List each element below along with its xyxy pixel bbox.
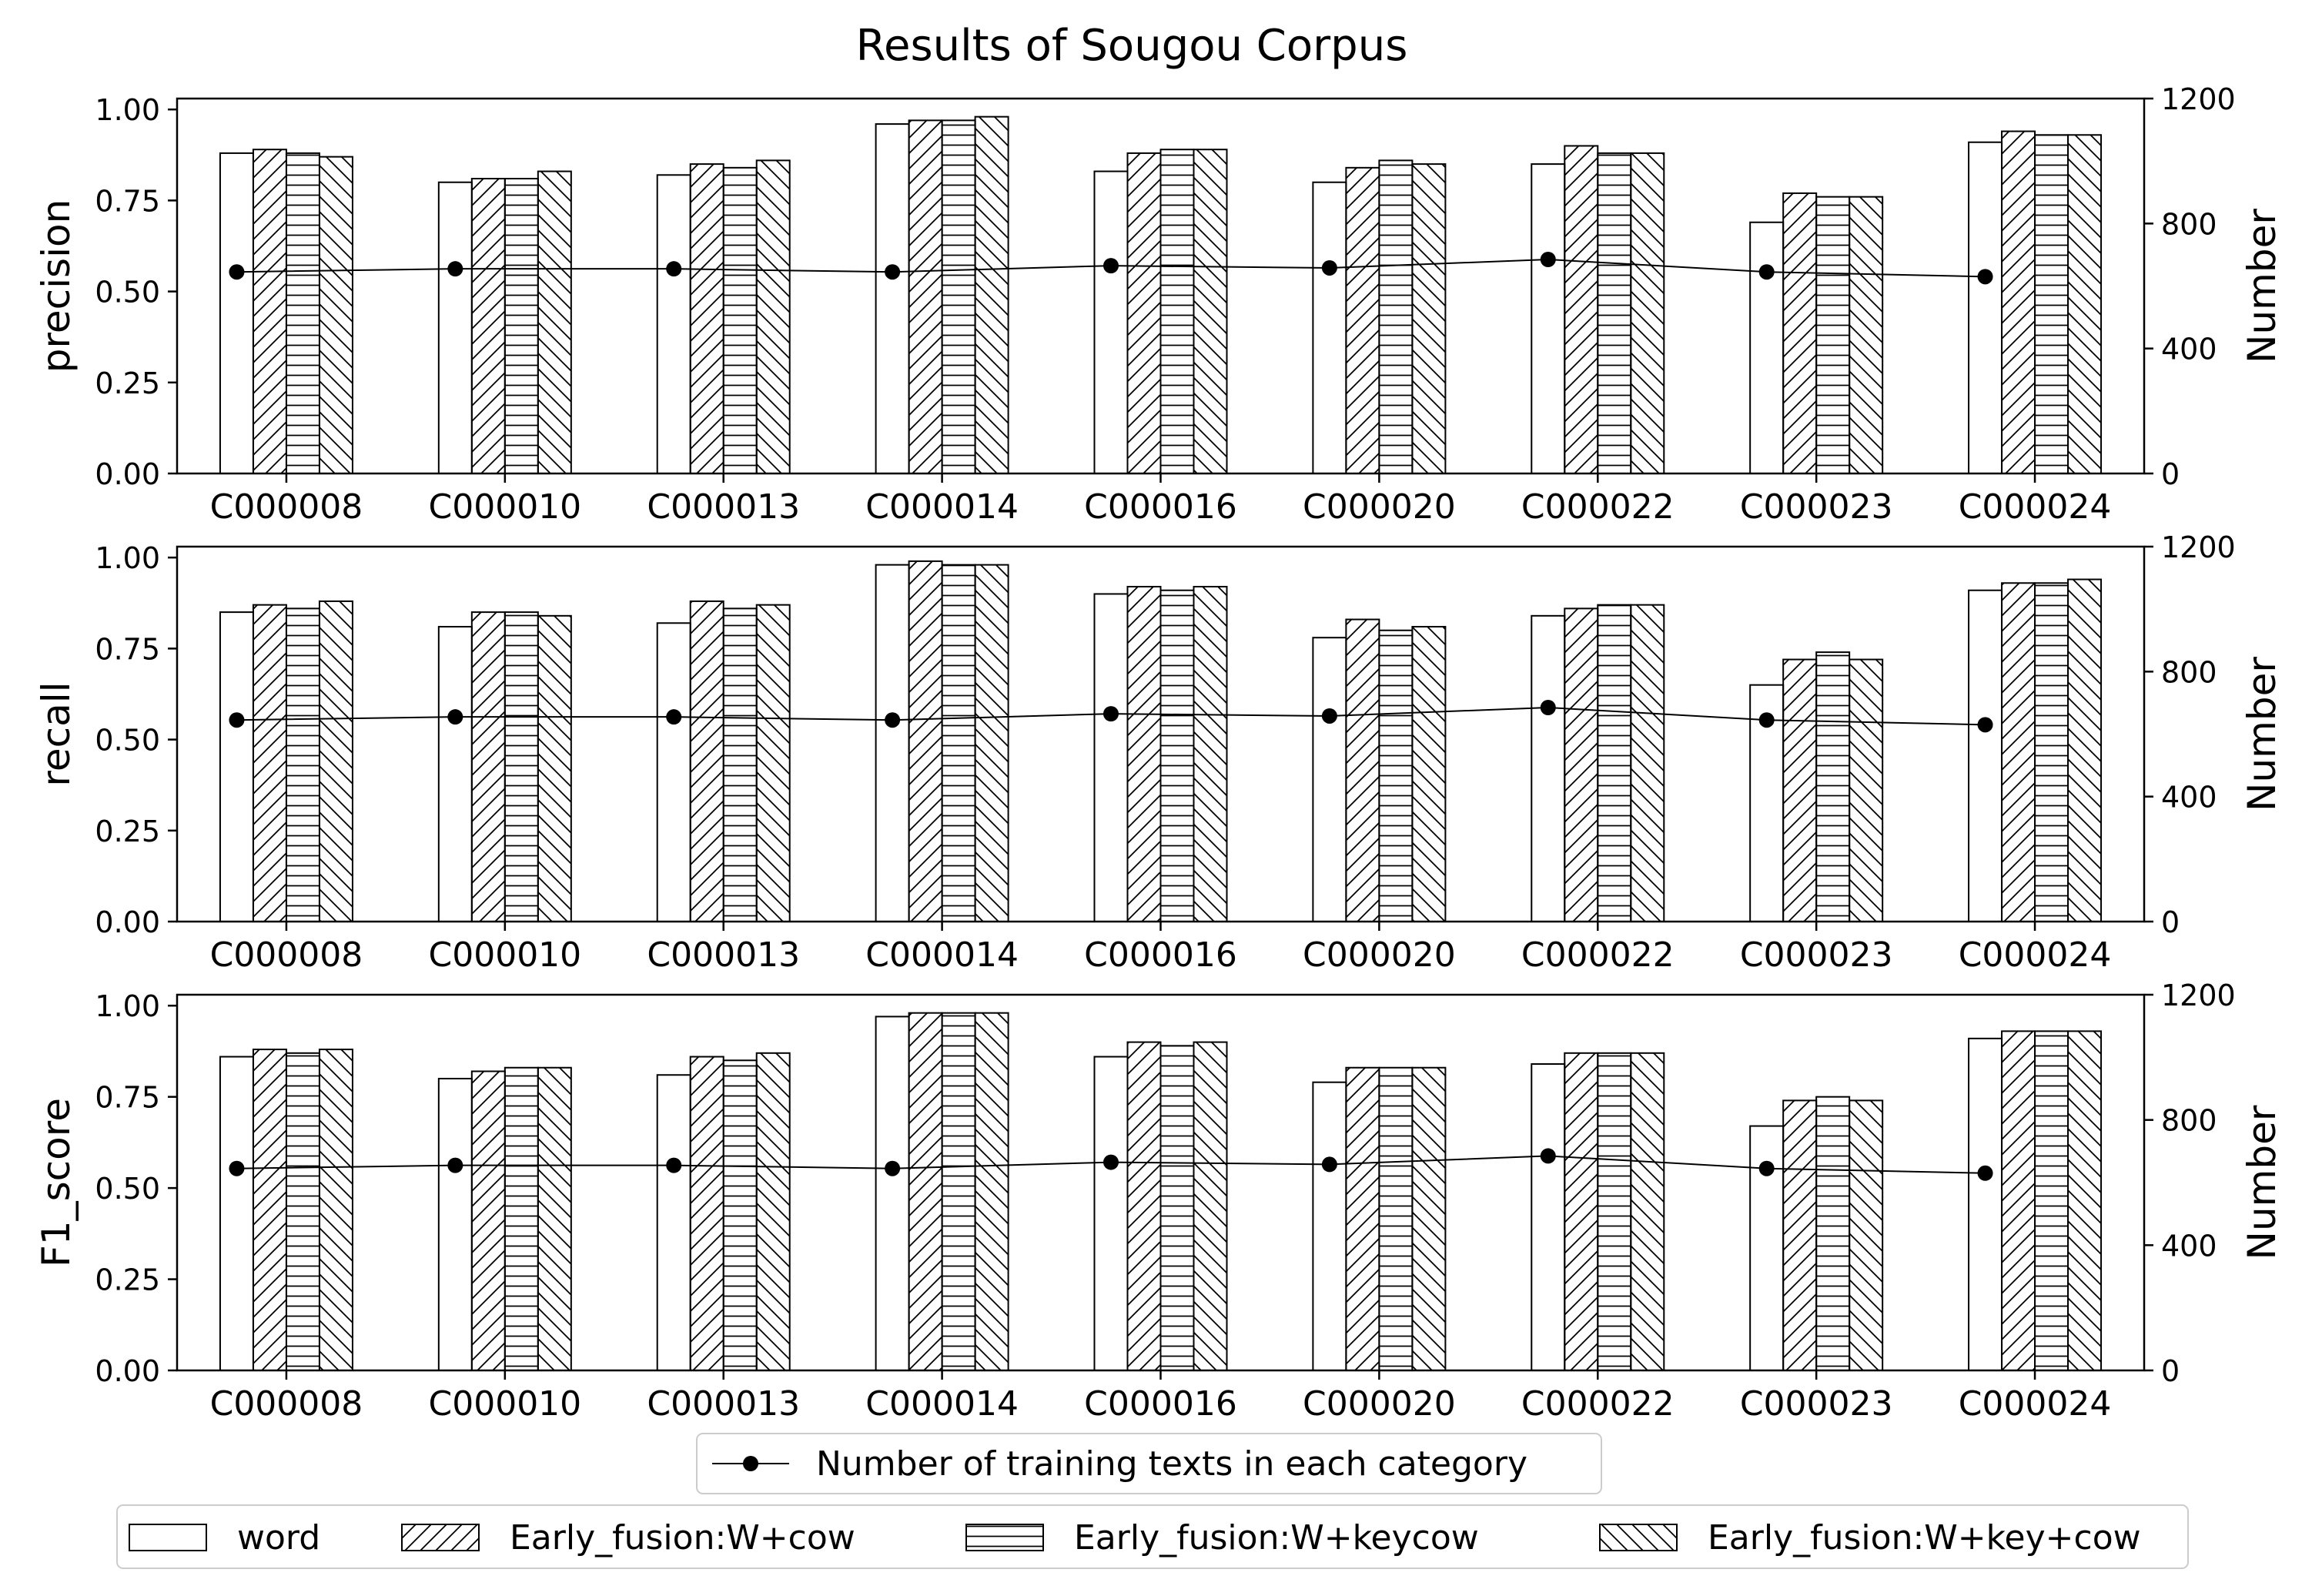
bar-F1_score-C000024-series-2 [2035,1031,2068,1370]
bar-precision-C000024-series-2 [2035,135,2068,473]
bar-precision-C000014-series-3 [975,117,1009,473]
bar-recall-C000014-series-2 [942,565,975,922]
bar-recall-C000013-series-1 [691,601,724,922]
line-point-C000016 [1103,258,1119,273]
bar-precision-C000010-series-3 [538,172,571,473]
x-tick-label-C000013: C000013 [647,487,801,527]
bar-precision-C000016-series-1 [1128,153,1161,473]
x-tick-label-C000024: C000024 [1958,487,2112,527]
panel-recall [34,530,2284,975]
bar-F1_score-C000010-series-3 [538,1068,571,1370]
line-point-C000022 [1541,252,1556,267]
left-tick-label: 1.00 [95,93,160,128]
bar-precision-C000020-series-0 [1313,182,1346,473]
bar-F1_score-C000024-series-3 [2068,1031,2101,1370]
left-tick-label: 0.00 [95,905,160,939]
line-point-C000020 [1322,708,1337,724]
x-tick-label-C000014: C000014 [865,935,1019,975]
bar-precision-C000024-series-1 [2002,132,2035,473]
bar-precision-C000023-series-1 [1783,193,1816,473]
line-point-C000023 [1759,712,1775,728]
legend-line-marker [743,1456,758,1471]
bar-precision-C000010-series-2 [505,179,538,473]
bar-F1_score-C000024-series-1 [2002,1031,2035,1370]
bar-precision-C000013-series-0 [657,175,691,473]
bar-precision-C000014-series-2 [942,120,975,473]
line-point-C000016 [1103,1155,1119,1170]
bar-recall-C000016-series-1 [1128,587,1161,922]
bar-F1_score-C000022-series-3 [1631,1053,1664,1370]
line-point-C000013 [666,261,681,276]
bar-recall-C000013-series-0 [657,623,691,922]
left-tick-label: 0.00 [95,457,160,491]
bar-F1_score-C000010-series-0 [439,1079,472,1370]
x-tick-label-C000024: C000024 [1958,935,2112,975]
line-point-C000008 [229,1161,244,1176]
bar-F1_score-C000010-series-1 [472,1071,505,1370]
bar-F1_score-C000008-series-3 [320,1049,353,1370]
bar-precision-C000020-series-2 [1379,160,1412,473]
bar-recall-C000022-series-0 [1531,616,1564,922]
left-tick-label: 0.25 [95,366,160,400]
y-axis-label-left: F1_score [34,1098,79,1267]
bar-F1_score-C000014-series-2 [942,1013,975,1370]
bar-recall-C000022-series-2 [1598,605,1631,922]
x-tick-label-C000010: C000010 [428,935,582,975]
bar-precision-C000022-series-3 [1631,153,1664,473]
x-tick-label-C000022: C000022 [1521,935,1675,975]
bar-F1_score-C000016-series-0 [1095,1057,1128,1370]
line-point-C000008 [229,712,244,728]
bar-precision-C000008-series-0 [220,153,253,473]
bar-precision-C000008-series-3 [320,157,353,473]
bar-precision-C000024-series-3 [2068,135,2101,473]
bar-F1_score-C000016-series-2 [1161,1046,1194,1370]
bar-recall-C000010-series-2 [505,612,538,922]
bar-recall-C000013-series-3 [757,605,790,922]
line-point-C000013 [666,1158,681,1173]
x-tick-label-C000016: C000016 [1084,935,1237,975]
bar-recall-C000022-series-1 [1564,608,1598,922]
bar-recall-C000023-series-2 [1816,652,1849,922]
right-tick-label: 400 [2161,332,2217,366]
left-tick-label: 0.50 [95,1172,160,1206]
bar-F1_score-C000024-series-0 [1969,1039,2002,1370]
bar-F1_score-C000022-series-2 [1598,1053,1631,1370]
line-point-C000014 [885,264,900,279]
line-point-C000014 [885,712,900,728]
legend-swatch-0 [129,1524,206,1551]
right-tick-label: 0 [2161,905,2180,939]
x-tick-label-C000008: C000008 [209,1384,363,1424]
bar-precision-C000008-series-2 [286,153,320,473]
bar-precision-C000023-series-2 [1816,197,1849,473]
x-tick-label-C000008: C000008 [209,487,363,527]
bar-recall-C000016-series-3 [1194,587,1227,922]
x-tick-label-C000016: C000016 [1084,487,1237,527]
x-tick-label-C000014: C000014 [865,487,1019,527]
left-tick-label: 0.75 [95,632,160,667]
bar-F1_score-C000014-series-3 [975,1013,1009,1370]
bar-recall-C000008-series-3 [320,601,353,922]
x-tick-label-C000014: C000014 [865,1384,1019,1424]
x-tick-label-C000024: C000024 [1958,1384,2112,1424]
right-tick-label: 800 [2161,207,2217,242]
right-tick-label: 0 [2161,1354,2180,1388]
panel-precision [34,82,2284,527]
chart-title: Results of Sougou Corpus [855,21,1408,71]
bar-recall-C000014-series-1 [909,561,942,922]
line-point-C000008 [229,264,244,279]
x-tick-label-C000023: C000023 [1739,1384,1893,1424]
line-point-C000020 [1322,1156,1337,1172]
legend-line-series [697,1434,1601,1494]
bar-recall-C000020-series-3 [1412,627,1445,922]
bar-precision-C000022-series-2 [1598,153,1631,473]
line-point-C000013 [666,709,681,724]
right-tick-label: 800 [2161,1103,2217,1138]
bar-precision-C000020-series-1 [1346,168,1379,473]
bar-recall-C000024-series-2 [2035,583,2068,922]
bar-recall-C000020-series-0 [1313,637,1346,922]
panel-F1_score [34,979,2284,1424]
left-tick-label: 1.00 [95,989,160,1024]
bar-F1_score-C000016-series-1 [1128,1042,1161,1370]
y-axis-label-left: precision [34,199,79,373]
bar-F1_score-C000014-series-0 [876,1016,909,1370]
bar-precision-C000023-series-0 [1750,223,1783,473]
bar-F1_score-C000023-series-2 [1816,1097,1849,1370]
legend-swatch-1 [402,1524,479,1551]
x-tick-label-C000008: C000008 [209,935,363,975]
bar-precision-C000013-series-1 [691,164,724,473]
left-tick-label: 0.00 [95,1354,160,1388]
bar-precision-C000013-series-2 [724,168,757,473]
bar-F1_score-C000023-series-1 [1783,1100,1816,1370]
bar-F1_score-C000014-series-1 [909,1013,942,1370]
bar-recall-C000010-series-1 [472,612,505,922]
bar-precision-C000013-series-3 [757,160,790,473]
x-tick-label-C000020: C000020 [1303,1384,1456,1424]
legend-label-0: word [237,1518,321,1558]
line-point-C000022 [1541,700,1556,715]
legend-swatch-3 [1600,1524,1677,1551]
x-tick-label-C000020: C000020 [1303,487,1456,527]
right-tick-label: 0 [2161,457,2180,491]
right-tick-label: 1200 [2161,82,2236,116]
bar-F1_score-C000013-series-0 [657,1075,691,1370]
legend-line-label: Number of training texts in each category [816,1444,1527,1484]
line-point-C000023 [1759,264,1775,279]
line-point-C000024 [1978,1166,1993,1181]
x-tick-label-C000010: C000010 [428,1384,582,1424]
bar-F1_score-C000020-series-2 [1379,1068,1412,1370]
left-tick-label: 0.25 [95,814,160,848]
left-tick-label: 0.75 [95,184,160,219]
line-point-C000023 [1759,1161,1775,1176]
bar-recall-C000016-series-2 [1161,591,1194,922]
bar-precision-C000022-series-1 [1564,146,1598,473]
x-tick-label-C000013: C000013 [647,1384,801,1424]
legend-bar-series [117,1505,2188,1568]
bar-F1_score-C000020-series-3 [1412,1068,1445,1370]
legend-label-1: Early_fusion:W+cow [510,1518,855,1558]
bar-recall-C000024-series-1 [2002,583,2035,922]
left-tick-label: 0.75 [95,1080,160,1115]
y-axis-label-right: Number [2240,657,2284,811]
left-tick-label: 1.00 [95,541,160,576]
line-point-C000010 [447,709,463,724]
bar-precision-C000024-series-0 [1969,142,2002,473]
x-tick-label-C000023: C000023 [1739,487,1893,527]
bar-F1_score-C000010-series-2 [505,1068,538,1370]
bar-precision-C000014-series-0 [876,124,909,473]
bar-recall-C000010-series-0 [439,627,472,922]
bar-recall-C000023-series-1 [1783,660,1816,922]
x-tick-label-C000013: C000013 [647,935,801,975]
bar-F1_score-C000022-series-0 [1531,1064,1564,1370]
right-tick-label: 1200 [2161,979,2236,1012]
left-tick-label: 0.25 [95,1263,160,1297]
x-tick-label-C000010: C000010 [428,487,582,527]
line-point-C000024 [1978,269,1993,284]
y-axis-label-right: Number [2240,1105,2284,1260]
bar-precision-C000014-series-1 [909,120,942,473]
chart-panels [34,82,2284,1424]
bar-precision-C000022-series-0 [1531,164,1564,473]
bar-F1_score-C000008-series-2 [286,1053,320,1370]
x-tick-label-C000016: C000016 [1084,1384,1237,1424]
bar-precision-C000016-series-3 [1194,149,1227,473]
right-tick-label: 1200 [2161,530,2236,564]
line-point-C000010 [447,261,463,276]
line-point-C000014 [885,1161,900,1176]
bar-recall-C000008-series-1 [253,605,286,922]
bar-precision-C000010-series-0 [439,182,472,473]
bar-F1_score-C000008-series-0 [220,1057,253,1370]
right-tick-label: 800 [2161,655,2217,690]
bar-recall-C000008-series-2 [286,608,320,922]
line-point-C000016 [1103,706,1119,721]
y-axis-label-right: Number [2240,209,2284,363]
bar-recall-C000020-series-1 [1346,620,1379,922]
left-tick-label: 0.50 [95,275,160,309]
bar-recall-C000020-series-2 [1379,631,1412,922]
bar-recall-C000014-series-3 [975,565,1009,922]
bar-F1_score-C000020-series-0 [1313,1082,1346,1370]
bar-recall-C000013-series-2 [724,608,757,922]
y-axis-label-left: recall [34,681,79,787]
bar-F1_score-C000020-series-1 [1346,1068,1379,1370]
bar-recall-C000016-series-0 [1095,594,1128,922]
legend-label-2: Early_fusion:W+keycow [1074,1518,1479,1558]
line-point-C000022 [1541,1148,1556,1163]
bar-precision-C000023-series-3 [1849,197,1882,473]
bar-F1_score-C000013-series-3 [757,1053,790,1370]
bar-recall-C000010-series-3 [538,616,571,922]
x-tick-label-C000023: C000023 [1739,935,1893,975]
x-tick-label-C000022: C000022 [1521,1384,1675,1424]
x-tick-label-C000022: C000022 [1521,487,1675,527]
bar-precision-C000016-series-2 [1161,149,1194,473]
bar-F1_score-C000023-series-3 [1849,1100,1882,1370]
line-point-C000024 [1978,717,1993,732]
bar-F1_score-C000013-series-2 [724,1060,757,1370]
bar-recall-C000022-series-3 [1631,605,1664,922]
bar-recall-C000014-series-0 [876,565,909,922]
x-tick-label-C000020: C000020 [1303,935,1456,975]
right-tick-label: 400 [2161,1229,2217,1263]
bar-F1_score-C000016-series-3 [1194,1042,1227,1370]
line-point-C000010 [447,1158,463,1173]
legend-swatch-2 [966,1524,1043,1551]
bar-precision-C000020-series-3 [1412,164,1445,473]
bar-precision-C000016-series-0 [1095,172,1128,473]
bar-recall-C000024-series-3 [2068,580,2101,922]
bar-F1_score-C000008-series-1 [253,1049,286,1370]
line-point-C000020 [1322,260,1337,276]
left-tick-label: 0.50 [95,723,160,758]
bar-precision-C000010-series-1 [472,179,505,473]
right-tick-label: 400 [2161,780,2217,815]
bar-F1_score-C000022-series-1 [1564,1053,1598,1370]
bar-precision-C000008-series-1 [253,149,286,473]
bar-recall-C000023-series-3 [1849,660,1882,922]
bar-recall-C000024-series-0 [1969,591,2002,922]
legend-label-3: Early_fusion:W+key+cow [1708,1518,2141,1558]
bar-recall-C000008-series-0 [220,612,253,922]
bar-F1_score-C000013-series-1 [691,1057,724,1370]
